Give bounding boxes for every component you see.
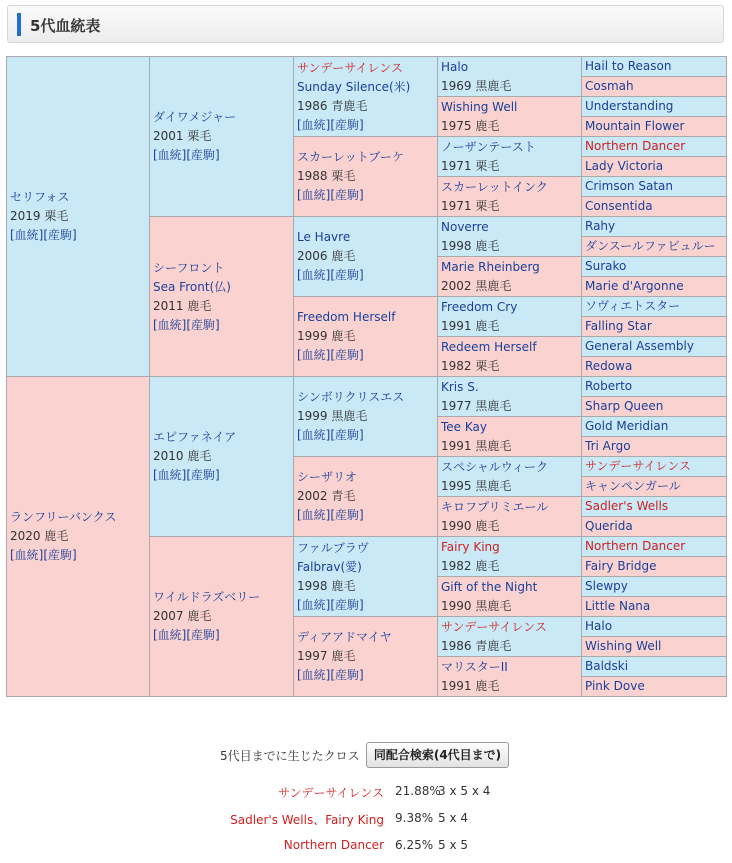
pedigree-link[interactable]: [血統] bbox=[297, 597, 331, 612]
pedigree-cell-gen3 bbox=[294, 57, 438, 137]
horse-name-link[interactable]: エピファネイア bbox=[153, 430, 237, 444]
horse-detail: 2019 栗毛 bbox=[10, 209, 69, 223]
horse-detail: 1998 鹿毛 bbox=[441, 238, 500, 253]
pedigree-cell-gen3 bbox=[294, 297, 438, 377]
pedigree-link[interactable]: [血統] bbox=[297, 508, 331, 522]
horse-name-link[interactable]: Surako bbox=[585, 259, 627, 273]
horse-name-link[interactable]: Tri Argo bbox=[585, 439, 631, 453]
progeny-link[interactable]: [産駒] bbox=[186, 468, 220, 482]
pedigree-cell-gen4 bbox=[438, 497, 582, 537]
pedigree-cell-gen4 bbox=[438, 417, 582, 457]
cross-item bbox=[0, 782, 732, 809]
pedigree-cell-gen5 bbox=[582, 577, 727, 597]
horse-name-link[interactable]: Halo bbox=[585, 619, 613, 633]
horse-name-link[interactable]: ソヴィエトスター bbox=[585, 299, 681, 313]
pedigree-cell-gen5 bbox=[582, 177, 727, 197]
progeny-link[interactable]: [産駒] bbox=[186, 317, 220, 332]
horse-name-link[interactable]: ディアアドマイヤ bbox=[297, 630, 392, 644]
pedigree-cell-gen3 bbox=[294, 137, 438, 217]
horse-detail: 1999 鹿毛 bbox=[297, 329, 356, 343]
pedigree-cell-gen4 bbox=[438, 337, 582, 377]
cross-percentage: 9.38% bbox=[395, 811, 434, 825]
pedigree-cell-gen5 bbox=[582, 357, 727, 377]
progeny-link[interactable]: [産駒] bbox=[330, 428, 364, 442]
cross-item bbox=[0, 809, 732, 836]
pedigree-cell-gen5 bbox=[582, 497, 727, 517]
horse-name-link[interactable]: Pink Dove bbox=[585, 679, 645, 693]
horse-detail: 1988 栗毛 bbox=[297, 169, 356, 183]
cross-item bbox=[0, 836, 732, 863]
horse-foreign-name-link[interactable]: Sunday Silence(米) bbox=[297, 79, 411, 94]
same-mating-search-button[interactable]: 同配合検索(4代目まで) bbox=[366, 742, 509, 768]
horse-detail: 2002 黒鹿毛 bbox=[441, 278, 512, 293]
progeny-link[interactable]: [産駒] bbox=[43, 228, 77, 242]
pedigree-cell-gen5 bbox=[582, 637, 727, 657]
cross-percentage: 21.88% bbox=[395, 784, 441, 798]
progeny-link[interactable]: [産駒] bbox=[330, 508, 364, 522]
progeny-link[interactable]: [産駒] bbox=[330, 668, 364, 682]
horse-detail: 1986 青鹿毛 bbox=[297, 98, 368, 113]
horse-name-link[interactable]: スペシャルウィーク bbox=[441, 459, 549, 474]
horse-detail: 1982 栗毛 bbox=[441, 358, 500, 373]
progeny-link[interactable]: [産駒] bbox=[43, 548, 77, 562]
horse-detail: 2007 鹿毛 bbox=[153, 609, 212, 623]
horse-name-link[interactable]: Fairy Bridge bbox=[585, 559, 657, 573]
pedigree-cell-gen5 bbox=[582, 377, 727, 397]
horse-name-link[interactable]: Freedom Herself bbox=[297, 310, 396, 324]
pedigree-cell-gen4 bbox=[438, 137, 582, 177]
pedigree-cell-gen4 bbox=[438, 617, 582, 657]
horse-detail: 1986 青鹿毛 bbox=[441, 638, 512, 653]
horse-name-link[interactable]: Querida bbox=[585, 519, 633, 533]
horse-name-link[interactable]: Sharp Queen bbox=[585, 399, 664, 413]
pedigree-link[interactable]: [血統] bbox=[297, 428, 331, 442]
pedigree-cell-gen5 bbox=[582, 237, 727, 257]
cross-horse-link[interactable]: Northern Dancer bbox=[283, 838, 384, 852]
pedigree-cell-gen4 bbox=[438, 97, 582, 137]
horse-name-link[interactable]: Gold Meridian bbox=[585, 419, 669, 433]
horse-detail: 1991 黒鹿毛 bbox=[441, 438, 512, 453]
pedigree-cell-gen5 bbox=[582, 517, 727, 537]
pedigree-cell-gen5 bbox=[582, 337, 727, 357]
pedigree-cell-gen5 bbox=[582, 157, 727, 177]
horse-name-link[interactable]: キロフプリミエール bbox=[441, 499, 549, 514]
horse-name-link[interactable]: Tee Kay bbox=[441, 419, 487, 434]
progeny-link[interactable]: [産駒] bbox=[186, 148, 220, 162]
pedigree-link[interactable]: [血統] bbox=[153, 628, 187, 642]
cross-pattern: 3 x 5 x 4 bbox=[438, 784, 491, 798]
horse-name-link[interactable]: Marie Rheinberg bbox=[441, 259, 540, 274]
horse-detail: 1998 鹿毛 bbox=[297, 578, 356, 593]
progeny-link[interactable]: [産駒] bbox=[330, 268, 364, 282]
cross-horse-link[interactable]: サンデーサイレンス bbox=[278, 786, 384, 800]
horse-name-link[interactable]: ファルブラヴ bbox=[297, 540, 369, 555]
horse-detail: 2001 栗毛 bbox=[153, 129, 212, 143]
progeny-link[interactable]: [産駒] bbox=[330, 188, 364, 202]
horse-name-link[interactable]: シーフロント bbox=[153, 260, 225, 275]
horse-name-link[interactable]: Crimson Satan bbox=[585, 179, 673, 193]
pedigree-cell-gen5 bbox=[582, 417, 727, 437]
cross-search-row bbox=[0, 742, 732, 768]
horse-detail: 1991 鹿毛 bbox=[441, 678, 500, 693]
horse-name-link[interactable]: Gift of the Night bbox=[441, 579, 538, 594]
horse-foreign-name-link[interactable]: Sea Front(仏) bbox=[153, 279, 231, 294]
horse-name-link[interactable]: Wishing Well bbox=[585, 639, 662, 653]
pedigree-link[interactable]: [血統] bbox=[297, 348, 331, 362]
pedigree-cell-gen5 bbox=[582, 437, 727, 457]
header-accent-bar bbox=[17, 13, 21, 36]
cross-pattern: 5 x 4 bbox=[438, 811, 468, 825]
pedigree-cell-gen4 bbox=[438, 457, 582, 497]
pedigree-cell-gen2 bbox=[150, 57, 294, 217]
horse-detail: 1990 黒鹿毛 bbox=[441, 598, 512, 613]
pedigree-cell-gen3 bbox=[294, 617, 438, 697]
cross-list bbox=[0, 782, 732, 863]
progeny-link[interactable]: [産駒] bbox=[330, 117, 364, 132]
horse-name-link[interactable]: シーザリオ bbox=[297, 470, 357, 484]
progeny-link[interactable]: [産駒] bbox=[330, 597, 364, 612]
horse-name-link[interactable]: Northern Dancer bbox=[585, 139, 686, 153]
pedigree-cell-gen3 bbox=[294, 537, 438, 617]
horse-name-link[interactable]: General Assembly bbox=[585, 339, 694, 353]
pedigree-cell-gen2 bbox=[150, 217, 294, 377]
horse-name-link[interactable]: Hail to Reason bbox=[585, 59, 672, 73]
horse-name-link[interactable]: サンデーサイレンス bbox=[585, 459, 691, 473]
cross-label: 5代目までに生じたクロス bbox=[220, 749, 360, 763]
pedigree-cell-gen2 bbox=[150, 537, 294, 697]
horse-name-link[interactable]: Freedom Cry bbox=[441, 299, 518, 314]
horse-detail: 1975 鹿毛 bbox=[441, 118, 500, 133]
horse-name-link[interactable]: スカーレットインク bbox=[441, 179, 548, 194]
pedigree-cell-gen1 bbox=[7, 57, 150, 377]
horse-name-link[interactable]: ノーザンテースト bbox=[441, 139, 536, 154]
pedigree-link[interactable]: [血統] bbox=[10, 548, 44, 562]
horse-name-link[interactable]: Wishing Well bbox=[441, 99, 518, 114]
horse-detail: 2006 鹿毛 bbox=[297, 249, 356, 263]
pedigree-cell-gen4 bbox=[438, 217, 582, 257]
horse-name-link[interactable]: Mountain Flower bbox=[585, 119, 685, 133]
horse-name-link[interactable]: スカーレットブーケ bbox=[297, 150, 404, 164]
pedigree-link[interactable]: [血統] bbox=[297, 188, 331, 202]
horse-name-link[interactable]: Sadler's Wells bbox=[585, 499, 669, 513]
pedigree-cell-gen5 bbox=[582, 57, 727, 77]
horse-detail: 1982 鹿毛 bbox=[441, 558, 500, 573]
pedigree-cell-gen4 bbox=[438, 577, 582, 617]
pedigree-cell-gen5 bbox=[582, 257, 727, 277]
pedigree-cell-gen4 bbox=[438, 377, 582, 417]
pedigree-row bbox=[7, 57, 727, 77]
pedigree-cell-gen1 bbox=[7, 377, 150, 697]
horse-name-link[interactable]: Redowa bbox=[585, 359, 633, 373]
horse-name-link[interactable]: シンボリクリスエス bbox=[297, 390, 405, 404]
horse-name-link[interactable]: ランフリーバンクス bbox=[10, 510, 117, 524]
pedigree-cell-gen5 bbox=[582, 77, 727, 97]
pedigree-cell-gen5 bbox=[582, 197, 727, 217]
horse-detail: 2020 鹿毛 bbox=[10, 529, 69, 543]
pedigree-cell-gen5 bbox=[582, 597, 727, 617]
pedigree-link[interactable]: [血統] bbox=[153, 317, 187, 332]
pedigree-link[interactable]: [血統] bbox=[297, 668, 331, 682]
horse-detail: 2010 鹿毛 bbox=[153, 449, 212, 463]
pedigree-cell-gen5 bbox=[582, 457, 727, 477]
horse-name-link[interactable]: Little Nana bbox=[585, 599, 651, 613]
horse-name-link[interactable]: Falling Star bbox=[585, 319, 652, 333]
horse-name-link[interactable]: キャンペンガール bbox=[585, 479, 681, 493]
horse-name-link[interactable]: Slewpy bbox=[585, 579, 628, 593]
horse-name-link[interactable]: Lady Victoria bbox=[585, 159, 664, 173]
pedigree-cell-gen4 bbox=[438, 297, 582, 337]
horse-name-link[interactable]: Halo bbox=[441, 59, 469, 74]
horse-name-link[interactable]: Fairy King bbox=[441, 539, 500, 554]
pedigree-cell-gen5 bbox=[582, 657, 727, 677]
horse-name-link[interactable]: ダンスールファビュルー bbox=[585, 239, 716, 253]
horse-name-link[interactable]: Kris S. bbox=[441, 379, 479, 394]
horse-name-link[interactable]: Consentida bbox=[585, 199, 653, 213]
pedigree-cell-gen5 bbox=[582, 397, 727, 417]
pedigree-cell-gen5 bbox=[582, 317, 727, 337]
pedigree-table bbox=[6, 56, 727, 697]
cross-horse-link[interactable]: Sadler's Wells、Fairy King bbox=[230, 813, 384, 827]
cross-pattern: 5 x 5 bbox=[438, 838, 468, 852]
horse-name-link[interactable]: Baldski bbox=[585, 659, 629, 673]
pedigree-link[interactable]: [血統] bbox=[153, 148, 187, 162]
horse-detail: 1971 栗毛 bbox=[441, 198, 500, 213]
pedigree-cell-gen5 bbox=[582, 117, 727, 137]
horse-detail: 2011 鹿毛 bbox=[153, 298, 212, 313]
pedigree-cell-gen5 bbox=[582, 617, 727, 637]
page-title: 5代血統表 bbox=[30, 17, 101, 35]
pedigree-cell-gen5 bbox=[582, 137, 727, 157]
pedigree-link[interactable]: [血統] bbox=[10, 228, 44, 242]
pedigree-row bbox=[7, 377, 727, 397]
section-header bbox=[7, 5, 724, 43]
horse-name-link[interactable]: Rahy bbox=[585, 219, 616, 233]
pedigree-cell-gen3 bbox=[294, 217, 438, 297]
horse-detail: 1999 黒鹿毛 bbox=[297, 409, 368, 423]
horse-detail: 1990 鹿毛 bbox=[441, 518, 500, 533]
pedigree-cell-gen4 bbox=[438, 57, 582, 97]
horse-detail: 1971 栗毛 bbox=[441, 158, 500, 173]
pedigree-cell-gen5 bbox=[582, 277, 727, 297]
pedigree-link[interactable]: [血統] bbox=[153, 468, 187, 482]
pedigree-link[interactable]: [血統] bbox=[297, 117, 331, 132]
horse-detail: 1991 鹿毛 bbox=[441, 318, 500, 333]
progeny-link[interactable]: [産駒] bbox=[186, 628, 220, 642]
horse-name-link[interactable]: Understanding bbox=[585, 99, 674, 113]
pedigree-cell-gen3 bbox=[294, 457, 438, 537]
pedigree-cell-gen4 bbox=[438, 537, 582, 577]
cross-percentage: 6.25% bbox=[395, 838, 434, 852]
progeny-link[interactable]: [産駒] bbox=[330, 348, 364, 362]
pedigree-cell-gen4 bbox=[438, 177, 582, 217]
pedigree-link[interactable]: [血統] bbox=[297, 268, 331, 282]
pedigree-cell-gen5 bbox=[582, 217, 727, 237]
pedigree-cell-gen5 bbox=[582, 677, 727, 697]
horse-detail: 1995 黒鹿毛 bbox=[441, 478, 512, 493]
pedigree-cell-gen4 bbox=[438, 257, 582, 297]
horse-name-link[interactable]: Northern Dancer bbox=[585, 539, 686, 553]
pedigree-cell-gen3 bbox=[294, 377, 438, 457]
horse-name-link[interactable]: サンデーサイレンス bbox=[441, 619, 547, 634]
pedigree-cell-gen5 bbox=[582, 537, 727, 557]
pedigree-cell-gen5 bbox=[582, 297, 727, 317]
horse-name-link[interactable]: Le Havre bbox=[297, 230, 351, 244]
horse-foreign-name-link[interactable]: Falbrav(愛) bbox=[297, 559, 362, 574]
horse-name-link[interactable]: Marie d'Argonne bbox=[585, 279, 684, 293]
horse-detail: 1969 黒鹿毛 bbox=[441, 78, 512, 93]
pedigree-cell-gen2 bbox=[150, 377, 294, 537]
pedigree-cell-gen5 bbox=[582, 97, 727, 117]
horse-detail: 2002 青毛 bbox=[297, 489, 356, 503]
horse-name-link[interactable]: Noverre bbox=[441, 219, 489, 234]
horse-detail: 1977 黒鹿毛 bbox=[441, 398, 512, 413]
pedigree-cell-gen4 bbox=[438, 657, 582, 697]
horse-name-link[interactable]: セリフォス bbox=[10, 190, 70, 204]
horse-name-link[interactable]: マリスターII bbox=[441, 659, 508, 674]
horse-name-link[interactable]: ダイワメジャー bbox=[153, 110, 237, 124]
horse-name-link[interactable]: サンデーサイレンス bbox=[297, 60, 403, 75]
horse-name-link[interactable]: Roberto bbox=[585, 379, 633, 393]
pedigree-cell-gen5 bbox=[582, 557, 727, 577]
pedigree-cell-gen5 bbox=[582, 477, 727, 497]
horse-name-link[interactable]: Redeem Herself bbox=[441, 339, 537, 354]
horse-name-link[interactable]: Cosmah bbox=[585, 79, 634, 93]
horse-name-link[interactable]: ワイルドラズベリー bbox=[153, 590, 261, 604]
horse-detail: 1997 鹿毛 bbox=[297, 649, 356, 663]
